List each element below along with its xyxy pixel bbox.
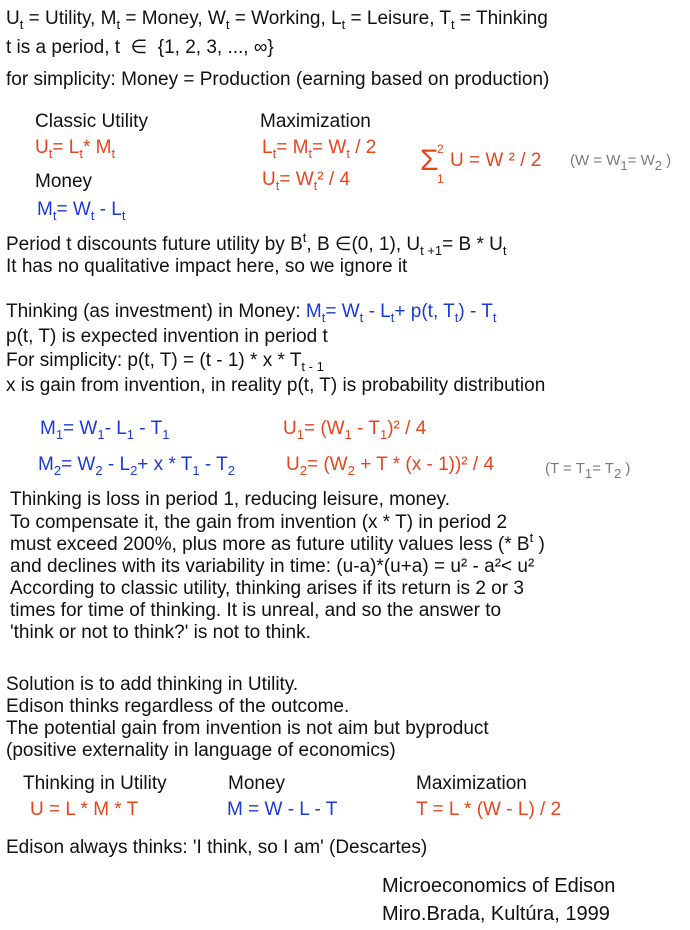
maximization-heading: Maximization — [260, 111, 371, 132]
solution-line-1: Solution is to add thinking in Utility. — [6, 674, 299, 695]
solution-line-2: Edison thinks regardless of the outcome. — [6, 696, 350, 717]
analysis-line-1: Thinking is loss in period 1, reducing leisure, money. — [10, 489, 451, 510]
thinking-in-utility-heading: Thinking in Utility — [23, 773, 167, 794]
discount-line: Period t discounts future utility by $B^t$, B ∈(0, 1), $U_{t +1}= B * U_t$ — [6, 230, 507, 258]
analysis-line-3: must exceed 200%, plus more as future utility values less (* $B^t$ ) — [10, 530, 545, 555]
final-money-formula: M = W - L - T — [227, 799, 338, 820]
analysis-line-6: times for time of thinking. It is unreal, and so the answer to — [10, 600, 502, 621]
final-maximization-formula: T = L * (W - L) / 2 — [416, 799, 562, 820]
solution-line-4: (positive externality in language of economics) — [6, 740, 396, 761]
analysis-line-7: 'think or not to think?' is not to think. — [10, 622, 311, 643]
analysis-line-5: According to classic utility, thinking arises if its return is 2 or 3 — [10, 578, 524, 599]
thinking-utility-formula: U = L * M * T — [30, 799, 139, 820]
sigma-symbol: Σ 2 1 — [420, 142, 444, 186]
classic-utility-formula: $U_t= L_t*$ $M_t$ — [35, 137, 116, 161]
thinking-investment-line: Thinking (as investment) in Money: $M_t= W_t - L_t+ p(t$, $T_t) - T_t$ — [6, 301, 497, 325]
classic-utility-heading: Classic Utility — [35, 111, 148, 132]
element-of-symbol: ∈ — [130, 37, 148, 58]
maximization-eq2: $U_t= W_t^2 / 4$ — [262, 169, 351, 193]
maximization-eq1: $L_t= M_t= W_t / 2$ — [262, 137, 377, 161]
utility-period2-formula: $U_2= (W_2 + T * (x - 1))^2 / 4$ — [286, 454, 495, 478]
utility-period1-formula: $U_1= (W_1 - T_1)^2 / 4$ — [283, 418, 427, 442]
sum-note: ($W = W_1= W_2$ ) — [570, 152, 672, 173]
gain-line: x is gain from invention, in reality p(t, T) is probability distribution — [6, 375, 546, 396]
simplicity-invention-line: For simplicity: p(t, $T) = (t - 1) * x * T_{t - 1}$ — [6, 350, 324, 374]
period-line: t is a period, t ∈ {1, 2, 3, ..., ∞} — [6, 37, 274, 58]
credit-author: Miro.Brada, Kultúra, 1999 — [382, 903, 610, 925]
final-maximization-heading: Maximization — [416, 773, 527, 794]
thinking-time-note: ($T = T_1= T_2$ ) — [545, 460, 631, 481]
definitions-line: $U_t$ = Utility, $M_t$ = Money, $W_t$ = Working, $L_t$ = Leisure, $T_t$ = Thinking — [6, 8, 548, 32]
final-money-heading: Money — [228, 773, 286, 794]
analysis-line-4: and declines with its variability in time: (u-a)*(u+a) = u² - a²< u² — [10, 556, 535, 577]
money-period1-formula: $M_1= W_1-$ $L_1 - T_1$ — [40, 418, 170, 442]
invention-line: p(t, T) is expected invention in period t — [6, 326, 328, 347]
solution-line-3: The potential gain from invention is not aim but byproduct — [6, 718, 489, 739]
money-heading: Money — [35, 171, 93, 192]
conclusion-line: Edison always thinks: 'I think, so I am' (Descartes) — [6, 837, 428, 858]
money-period2-formula: $M_2= W_2 - L_2+ x * T_1 - T_2$ — [38, 454, 236, 478]
sum-formula: Σ 2 1 U = W ² / 2 — [420, 142, 542, 186]
credit-title: Microeconomics of Edison — [382, 875, 616, 897]
simplicity-line: for simplicity: Money = Production (earning based on production) — [6, 69, 550, 90]
discount-note: It has no qualitative impact here, so we ignore it — [6, 256, 408, 277]
analysis-line-2: To compensate it, the gain from invention (x * T) in period 2 — [10, 512, 508, 533]
money-formula: $M_t= W_t - L_t$ — [37, 199, 126, 223]
